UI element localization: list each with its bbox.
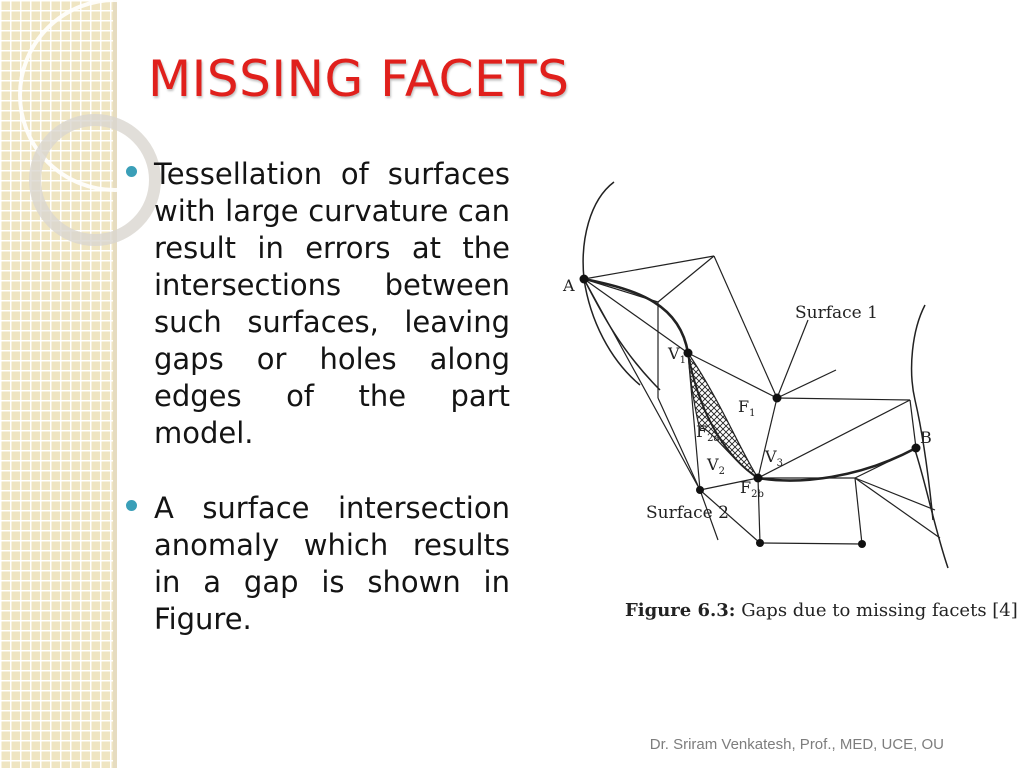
footer-credit: Dr. Sriram Venkatesh, Prof., MED, UCE, OU [649,736,944,753]
facet-edges [584,256,940,544]
label-f2a: $F_{2a}$ [696,422,720,444]
caption-text: Gaps due to missing facets [4] [741,600,1018,621]
bullet-text: Tessellation of surfaces with large curvature can result in errors at the intersections between such surfaces, leaving gaps or holes along edges of the part model. [154,157,510,450]
bullet-text: A surface intersection anomaly which results in a gap is shown in Figure. [154,491,510,636]
surface-1-right-boundary [912,305,933,520]
bullet-dot-icon [126,500,137,511]
surface-1-left-boundary [583,182,640,385]
bullet-item [122,156,510,452]
bullet-item [122,490,510,638]
vertex-bottom-right [858,540,866,548]
label-v3: $V_3$ [765,447,783,469]
slide-title: MISSING FACETS [148,50,570,108]
bullet-dot-icon [126,166,137,177]
missing-facets-figure [560,170,960,590]
vertex-v2 [696,486,704,494]
vertex-v3 [754,474,763,483]
vertex-a [580,275,589,284]
vertex-f1 [773,394,782,403]
vertex-bottom-left [756,539,764,547]
label-b: B [920,428,932,447]
surface-1-left-inner [584,279,660,390]
label-a: A [563,276,575,295]
label-surface-2: Surface 2 [646,503,729,523]
label-f1: $F_1$ [738,397,756,419]
surface-boundaries [583,182,948,568]
label-v1: $V_1$ [668,344,686,366]
label-v2: $V_2$ [707,455,725,477]
figure-caption [625,600,1018,621]
caption-number: Figure 6.3: [625,600,736,621]
bullet-list [122,156,510,676]
label-surface-1: Surface 1 [795,303,878,323]
label-f2b: $F_{2b}$ [740,478,764,500]
